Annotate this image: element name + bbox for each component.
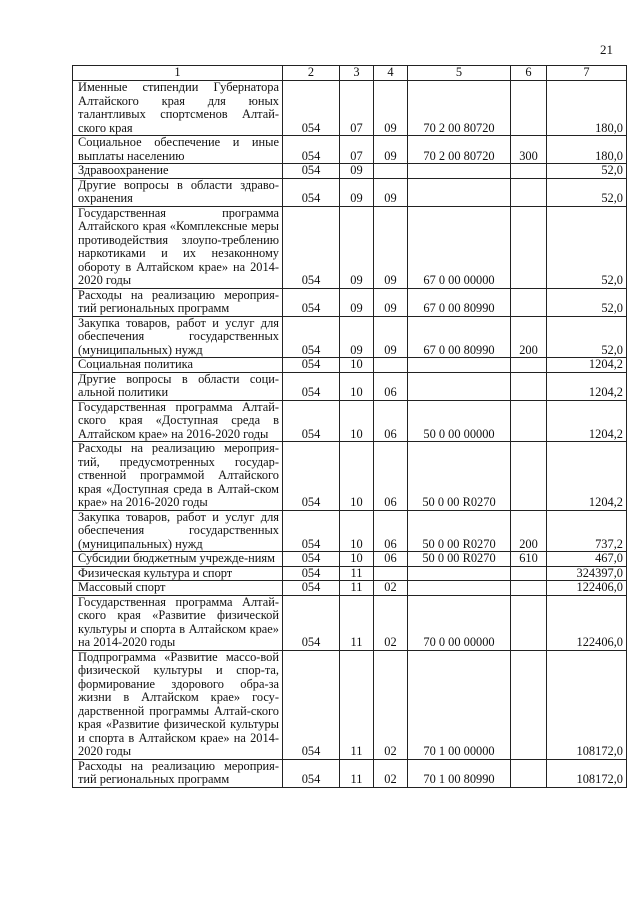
row-value-cell: 70 1 00 00000 [408,650,511,759]
row-value-cell [511,595,547,650]
row-value-cell: 054 [283,759,340,787]
row-value-cell: 09 [340,288,374,316]
row-value-cell: 09 [340,178,374,206]
row-value-cell [511,759,547,787]
row-value-cell: 11 [340,581,374,596]
row-name-cell: Другие вопросы в области здраво-охранения [73,178,283,206]
row-value-cell: 06 [374,400,408,442]
row-value-cell: 180,0 [547,136,627,164]
row-value-cell: 054 [283,206,340,288]
row-value-cell: 52,0 [547,206,627,288]
row-value-cell: 10 [340,442,374,511]
row-value-cell: 09 [374,178,408,206]
row-value-cell: 10 [340,358,374,373]
row-value-cell: 10 [340,552,374,567]
table-row [73,442,627,511]
row-value-cell: 50 0 00 R0270 [408,552,511,567]
row-value-cell: 02 [374,650,408,759]
row-value-cell: 50 0 00 R0270 [408,442,511,511]
table-row [73,164,627,179]
row-value-cell: 467,0 [547,552,627,567]
row-value-cell [511,164,547,179]
row-value-cell: 11 [340,566,374,581]
row-value-cell: 11 [340,650,374,759]
header-cell: 7 [547,66,627,81]
row-value-cell [408,566,511,581]
row-value-cell [374,358,408,373]
table-row [73,595,627,650]
header-cell: 3 [340,66,374,81]
row-value-cell: 11 [340,595,374,650]
table-row [73,566,627,581]
row-value-cell: 324397,0 [547,566,627,581]
row-value-cell [511,650,547,759]
row-value-cell: 67 0 00 80990 [408,288,511,316]
row-value-cell: 054 [283,400,340,442]
row-value-cell: 610 [511,552,547,567]
row-value-cell: 737,2 [547,510,627,552]
row-value-cell: 10 [340,400,374,442]
row-value-cell [511,288,547,316]
row-value-cell: 06 [374,442,408,511]
row-value-cell: 02 [374,581,408,596]
row-value-cell: 054 [283,552,340,567]
row-value-cell: 1204,2 [547,400,627,442]
table-row [73,136,627,164]
row-value-cell: 09 [374,288,408,316]
row-name-cell: Субсидии бюджетным учрежде-ниям [73,552,283,567]
row-value-cell [408,164,511,179]
table-row [73,206,627,288]
table-row [73,759,627,787]
row-name-cell: Именные стипендии Губернатора Алтайского края для юных талантливых спортсменов Алтай-ского края [73,81,283,136]
row-value-cell: 67 0 00 00000 [408,206,511,288]
row-value-cell: 054 [283,595,340,650]
row-name-cell: Социальное обеспечение и иные выплаты населению [73,136,283,164]
row-value-cell: 52,0 [547,178,627,206]
row-value-cell [408,372,511,400]
row-value-cell: 52,0 [547,288,627,316]
row-value-cell: 70 1 00 80990 [408,759,511,787]
page-number: 21 [600,42,613,57]
row-value-cell: 1204,2 [547,372,627,400]
table-row [73,288,627,316]
row-value-cell: 52,0 [547,316,627,358]
row-value-cell: 09 [340,164,374,179]
row-value-cell: 200 [511,510,547,552]
row-value-cell: 09 [374,316,408,358]
header-cell: 5 [408,66,511,81]
row-name-cell: Закупка товаров, работ и услуг для обеспечения государственных (муниципальных) нужд [73,510,283,552]
row-value-cell: 10 [340,510,374,552]
table-row [73,510,627,552]
row-value-cell: 67 0 00 80990 [408,316,511,358]
table-row [73,81,627,136]
row-value-cell [511,206,547,288]
row-value-cell: 09 [340,206,374,288]
row-value-cell: 70 0 00 00000 [408,595,511,650]
row-value-cell [408,358,511,373]
row-value-cell: 70 2 00 80720 [408,81,511,136]
row-value-cell [511,81,547,136]
table-row [73,650,627,759]
table-row [73,400,627,442]
row-name-cell: Государственная программа Алтайского края «Комплексные меры противодействия злоупо-треблению наркотиками и их незаконному обороту в Алтайском крае» на 2014-2020 годы [73,206,283,288]
row-value-cell: 70 2 00 80720 [408,136,511,164]
row-name-cell: Социальная политика [73,358,283,373]
header-cell: 4 [374,66,408,81]
row-value-cell: 054 [283,81,340,136]
table-row [73,178,627,206]
row-value-cell: 09 [340,316,374,358]
row-value-cell: 054 [283,566,340,581]
row-value-cell: 50 0 00 00000 [408,400,511,442]
row-value-cell: 108172,0 [547,759,627,787]
row-value-cell: 300 [511,136,547,164]
header-row [73,66,627,81]
row-value-cell: 122406,0 [547,595,627,650]
row-value-cell: 054 [283,178,340,206]
row-value-cell: 054 [283,581,340,596]
header-cell: 6 [511,66,547,81]
row-name-cell: Закупка товаров, работ и услуг для обеспечения государственных (муниципальных) нужд [73,316,283,358]
header-cell: 1 [73,66,283,81]
row-value-cell: 07 [340,136,374,164]
row-value-cell: 054 [283,372,340,400]
row-value-cell: 054 [283,316,340,358]
row-name-cell: Массовый спорт [73,581,283,596]
budget-table [72,65,627,788]
row-value-cell: 1204,2 [547,358,627,373]
row-name-cell: Подпрограмма «Развитие массо-вой физической культуры и спор-та, формирование здорового обра-за жизни в Алтайском крае» госу-дарственной программы Алтай-ского края «Развитие физической культуры и спорта в Алтайском крае» на 2014-2020 годы [73,650,283,759]
row-name-cell: Расходы на реализацию мероприя-тий региональных программ [73,759,283,787]
row-value-cell: 02 [374,759,408,787]
row-name-cell: Расходы на реализацию мероприя-тий, предусмотренных государ-ственной программой Алтайского края «Доступная среда в Алтай-ском крае» на 2016-2020 годы [73,442,283,511]
header-cell: 2 [283,66,340,81]
table-body [73,81,627,788]
row-value-cell: 054 [283,288,340,316]
row-value-cell: 06 [374,372,408,400]
row-name-cell: Государственная программа Алтай-ского края «Доступная среда в Алтайском крае» на 2016-2020 годы [73,400,283,442]
table-row [73,316,627,358]
row-value-cell: 52,0 [547,164,627,179]
row-value-cell: 054 [283,510,340,552]
row-value-cell: 054 [283,164,340,179]
row-value-cell [511,178,547,206]
row-value-cell: 09 [374,206,408,288]
row-value-cell [511,358,547,373]
table-row [73,358,627,373]
row-value-cell [374,164,408,179]
row-value-cell: 09 [374,81,408,136]
row-value-cell [511,581,547,596]
row-value-cell: 07 [340,81,374,136]
row-value-cell: 02 [374,595,408,650]
row-name-cell: Расходы на реализацию мероприя-тий региональных программ [73,288,283,316]
row-value-cell: 50 0 00 R0270 [408,510,511,552]
row-value-cell [511,442,547,511]
row-value-cell: 054 [283,650,340,759]
row-value-cell: 06 [374,552,408,567]
row-name-cell: Здравоохранение [73,164,283,179]
row-value-cell: 06 [374,510,408,552]
row-value-cell [511,400,547,442]
row-value-cell [408,178,511,206]
row-value-cell: 054 [283,442,340,511]
table-row [73,372,627,400]
row-value-cell [408,581,511,596]
row-value-cell: 09 [374,136,408,164]
row-value-cell: 054 [283,136,340,164]
row-name-cell: Другие вопросы в области соци-альной политики [73,372,283,400]
row-name-cell: Физическая культура и спорт [73,566,283,581]
row-value-cell: 10 [340,372,374,400]
row-value-cell: 054 [283,358,340,373]
row-value-cell [374,566,408,581]
table-row [73,552,627,567]
row-value-cell: 11 [340,759,374,787]
table-row [73,581,627,596]
row-value-cell: 180,0 [547,81,627,136]
row-value-cell [511,372,547,400]
row-value-cell: 108172,0 [547,650,627,759]
row-name-cell: Государственная программа Алтай-ского края «Развитие физической культуры и спорта в Алтайском крае» на 2014-2020 годы [73,595,283,650]
row-value-cell: 122406,0 [547,581,627,596]
row-value-cell [511,566,547,581]
row-value-cell: 200 [511,316,547,358]
row-value-cell: 1204,2 [547,442,627,511]
